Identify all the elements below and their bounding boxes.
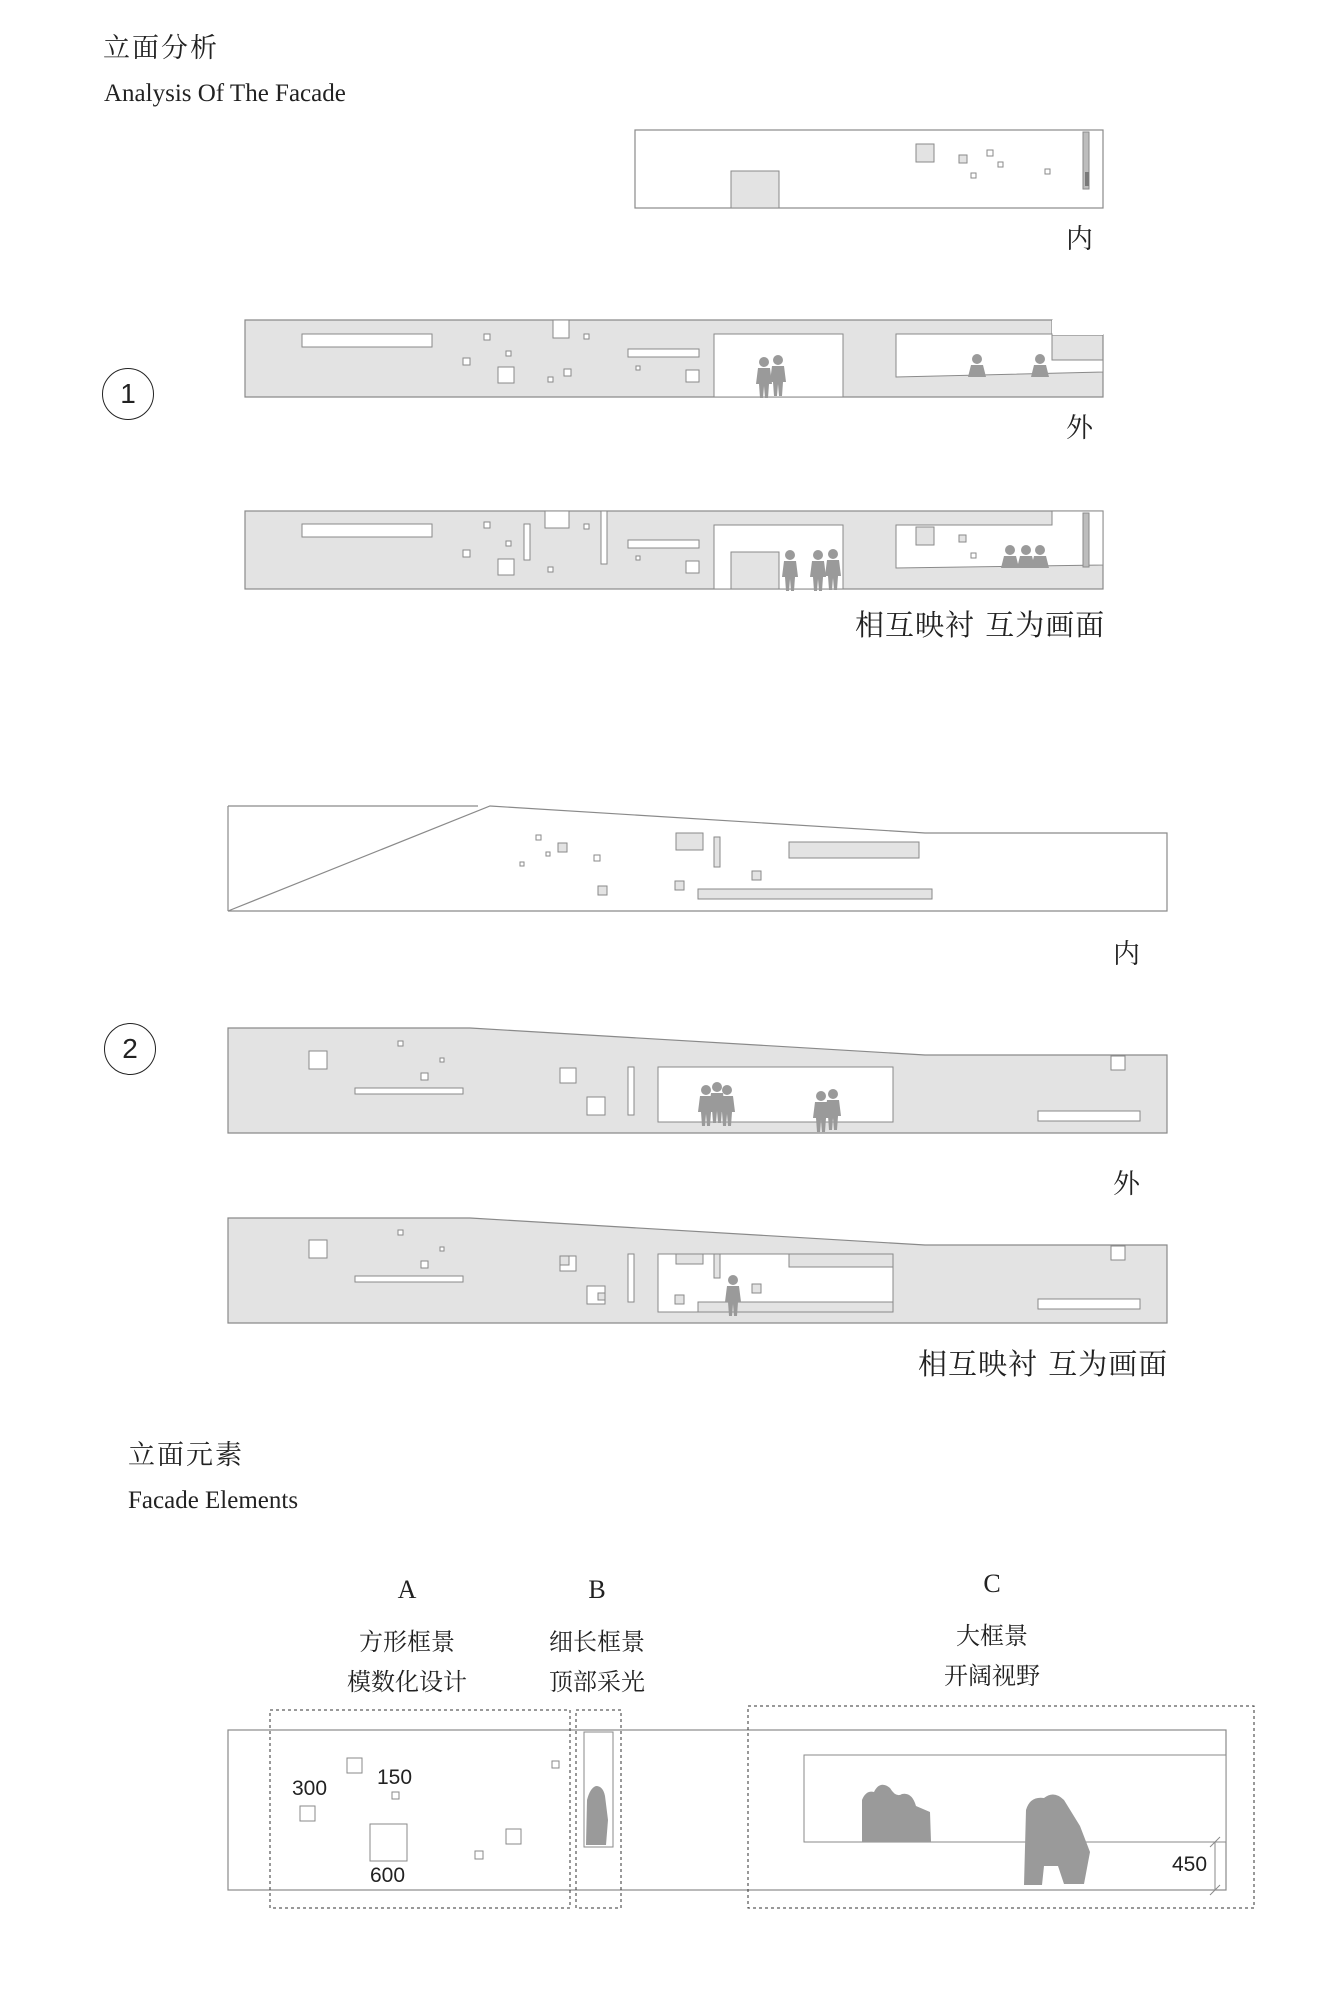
- dimension-150: 150: [377, 1766, 413, 1789]
- analysis-title-cn: 立面分析: [103, 33, 219, 64]
- elements-title-cn: 立面元素: [128, 1440, 244, 1471]
- section1-overlay-elevation: [245, 511, 1103, 591]
- section2-overlay-elevation: [228, 1218, 1167, 1323]
- section2-outside-label: 外: [1113, 1169, 1140, 1200]
- dimension-300: 300: [292, 1777, 328, 1800]
- section1-inside-label: 内: [1066, 224, 1093, 255]
- group-c-letter: C: [983, 1569, 1001, 1598]
- section2-caption: 相互映衬 互为画面: [918, 1347, 1169, 1381]
- group-b-line2: 顶部采光: [549, 1668, 645, 1696]
- section1-number: 1: [102, 368, 154, 420]
- dimension-450: 450: [1172, 1853, 1208, 1876]
- section2-number: 2: [104, 1023, 156, 1075]
- section2-exterior-elevation: [228, 1028, 1167, 1133]
- elements-title-en: Facade Elements: [128, 1487, 299, 1514]
- group-a-line2: 模数化设计: [347, 1668, 467, 1696]
- group-c-line2: 开阔视野: [944, 1662, 1040, 1690]
- group-c-line1: 大框景: [956, 1622, 1028, 1650]
- group-a-letter: A: [397, 1575, 417, 1604]
- section2-interior-elevation: [228, 806, 1167, 911]
- group-b-line1: 细长框景: [549, 1628, 645, 1656]
- dimension-600: 600: [370, 1864, 406, 1887]
- section1-outside-label: 外: [1066, 413, 1093, 444]
- group-a-line1: 方形框景: [359, 1628, 455, 1656]
- section1-exterior-elevation: [245, 320, 1103, 398]
- section1-caption: 相互映衬 互为画面: [855, 608, 1106, 642]
- section1-interior-elevation: [635, 130, 1103, 208]
- analysis-title-en: Analysis Of The Facade: [104, 80, 346, 107]
- section2-inside-label: 内: [1113, 939, 1140, 970]
- group-b-letter: B: [588, 1575, 606, 1604]
